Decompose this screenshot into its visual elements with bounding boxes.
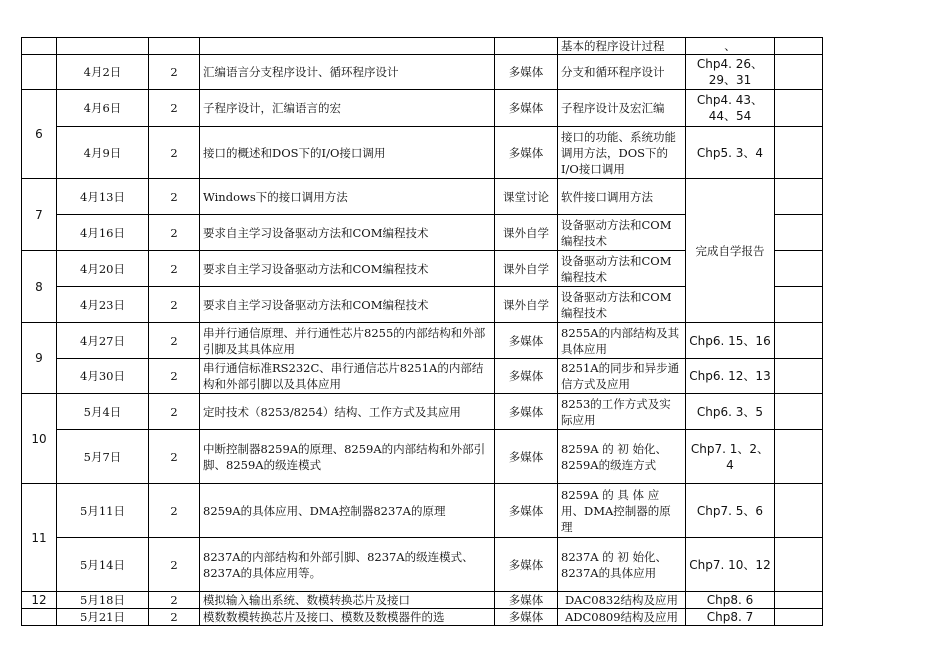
- week-cell: 6: [22, 90, 57, 179]
- notes-cell: [775, 592, 823, 609]
- date-cell: 5月14日: [57, 538, 149, 592]
- content-cell: 模数数模转换芯片及接口、模数及数模器件的选: [200, 609, 495, 626]
- week-cell: 7: [22, 179, 57, 251]
- date-cell: 4月27日: [57, 323, 149, 359]
- content-cell: 串并行通信原理、并行通性芯片8255的内部结构和外部引脚及其具体应用: [200, 323, 495, 359]
- method-cell: 课堂讨论: [495, 179, 558, 215]
- hours-cell: 2: [149, 251, 200, 287]
- hours-cell: 2: [149, 215, 200, 251]
- content-cell: 要求自主学习设备驱动方法和COM编程技术: [200, 251, 495, 287]
- hours-cell: 2: [149, 538, 200, 592]
- method-cell: 课外自学: [495, 287, 558, 323]
- homework-cell: Chp8. 6: [686, 592, 775, 609]
- content-cell: [200, 38, 495, 55]
- date-cell: 5月7日: [57, 430, 149, 484]
- homework-cell: Chp4. 43、44、54: [686, 90, 775, 127]
- key-points-cell: 8237A 的 初 始化、8237A的具体应用: [558, 538, 686, 592]
- method-cell: 多媒体: [495, 484, 558, 538]
- table-row: [22, 55, 823, 90]
- method-cell: 多媒体: [495, 90, 558, 127]
- table-row: [22, 430, 823, 484]
- method-cell: 多媒体: [495, 127, 558, 179]
- method-cell: [495, 38, 558, 55]
- content-cell: 汇编语言分支程序设计、循环程序设计: [200, 55, 495, 90]
- key-points-cell: 子程序设计及宏汇编: [558, 90, 686, 127]
- hours-cell: 2: [149, 90, 200, 127]
- key-points-cell: 软件接口调用方法: [558, 179, 686, 215]
- homework-cell: Chp8. 7: [686, 609, 775, 626]
- key-points-cell: 分支和循环程序设计: [558, 55, 686, 90]
- method-cell: 多媒体: [495, 592, 558, 609]
- notes-cell: [775, 323, 823, 359]
- content-cell: 串行通信标准RS232C、串行通信芯片8251A的内部结构和外部引脚以及具体应用: [200, 359, 495, 394]
- notes-cell: [775, 127, 823, 179]
- hours-cell: 2: [149, 430, 200, 484]
- key-points-cell: 8255A的内部结构及其具体应用: [558, 323, 686, 359]
- content-cell: 中断控制器8259A的原理、8259A的内部结构和外部引脚、8259A的级连模式: [200, 430, 495, 484]
- content-cell: 要求自主学习设备驱动方法和COM编程技术: [200, 287, 495, 323]
- week-cell: 9: [22, 323, 57, 394]
- week-cell: [22, 609, 57, 626]
- key-points-cell: DAC0832结构及应用: [558, 592, 686, 609]
- method-cell: 课外自学: [495, 251, 558, 287]
- key-points-cell: 8259A 的 初 始化、8259A的级连方式: [558, 430, 686, 484]
- content-cell: 子程序设计，汇编语言的宏: [200, 90, 495, 127]
- table-row: [22, 179, 823, 215]
- table-row: [22, 38, 823, 55]
- table-row: [22, 359, 823, 394]
- hours-cell: 2: [149, 394, 200, 430]
- homework-cell: Chp4. 26、29、31: [686, 55, 775, 90]
- homework-cell: 完成自学报告: [686, 179, 775, 323]
- table-row: [22, 394, 823, 430]
- week-cell: 12: [22, 592, 57, 609]
- hours-cell: 2: [149, 484, 200, 538]
- notes-cell: [775, 287, 823, 323]
- hours-cell: [149, 38, 200, 55]
- date-cell: 4月6日: [57, 90, 149, 127]
- method-cell: 多媒体: [495, 359, 558, 394]
- notes-cell: [775, 538, 823, 592]
- content-cell: 定时技术（8253/8254）结构、工作方式及其应用: [200, 394, 495, 430]
- hours-cell: 2: [149, 127, 200, 179]
- notes-cell: [775, 90, 823, 127]
- table-row: [22, 592, 823, 609]
- key-points-cell: 8251A的同步和异步通信方式及应用: [558, 359, 686, 394]
- date-cell: 5月11日: [57, 484, 149, 538]
- key-points-cell: 设备驱动方法和COM编程技术: [558, 287, 686, 323]
- homework-cell: Chp6. 3、5: [686, 394, 775, 430]
- date-cell: [57, 38, 149, 55]
- hours-cell: 2: [149, 287, 200, 323]
- key-points-cell: 基本的程序设计过程: [558, 38, 686, 55]
- content-cell: Windows下的接口调用方法: [200, 179, 495, 215]
- hours-cell: 2: [149, 609, 200, 626]
- content-cell: 8259A的具体应用、DMA控制器8237A的原理: [200, 484, 495, 538]
- date-cell: 5月18日: [57, 592, 149, 609]
- notes-cell: [775, 394, 823, 430]
- week-cell: [22, 55, 57, 90]
- notes-cell: [775, 38, 823, 55]
- homework-cell: Chp5. 3、4: [686, 127, 775, 179]
- notes-cell: [775, 179, 823, 215]
- hours-cell: 2: [149, 359, 200, 394]
- method-cell: 多媒体: [495, 609, 558, 626]
- key-points-cell: 设备驱动方法和COM编程技术: [558, 251, 686, 287]
- notes-cell: [775, 215, 823, 251]
- week-cell: 11: [22, 484, 57, 592]
- key-points-cell: 8253的工作方式及实际应用: [558, 394, 686, 430]
- hours-cell: 2: [149, 179, 200, 215]
- schedule-table: [21, 37, 823, 626]
- table-row: [22, 609, 823, 626]
- homework-cell: Chp6. 12、13: [686, 359, 775, 394]
- table-row: [22, 127, 823, 179]
- date-cell: 5月21日: [57, 609, 149, 626]
- method-cell: 课外自学: [495, 215, 558, 251]
- content-cell: 模拟输入输出系统、数模转换芯片及接口: [200, 592, 495, 609]
- key-points-cell: 设备驱动方法和COM编程技术: [558, 215, 686, 251]
- notes-cell: [775, 251, 823, 287]
- hours-cell: 2: [149, 323, 200, 359]
- date-cell: 4月9日: [57, 127, 149, 179]
- table-row: [22, 538, 823, 592]
- hours-cell: 2: [149, 592, 200, 609]
- week-cell: 10: [22, 394, 57, 484]
- week-cell: [22, 38, 57, 55]
- key-points-cell: ADC0809结构及应用: [558, 609, 686, 626]
- homework-cell: 、: [686, 38, 775, 55]
- content-cell: 接口的概述和DOS下的I/O接口调用: [200, 127, 495, 179]
- date-cell: 4月23日: [57, 287, 149, 323]
- homework-cell: Chp7. 5、6: [686, 484, 775, 538]
- method-cell: 多媒体: [495, 538, 558, 592]
- date-cell: 4月2日: [57, 55, 149, 90]
- key-points-cell: 8259A 的 具 体 应用、DMA控制器的原理: [558, 484, 686, 538]
- content-cell: 8237A的内部结构和外部引脚、8237A的级连模式、8237A的具体应用等。: [200, 538, 495, 592]
- table-row: [22, 323, 823, 359]
- notes-cell: [775, 609, 823, 626]
- notes-cell: [775, 359, 823, 394]
- table-row: [22, 484, 823, 538]
- method-cell: 多媒体: [495, 55, 558, 90]
- table-row: [22, 90, 823, 127]
- week-cell: 8: [22, 251, 57, 323]
- method-cell: 多媒体: [495, 394, 558, 430]
- notes-cell: [775, 55, 823, 90]
- homework-cell: Chp7. 10、12: [686, 538, 775, 592]
- content-cell: 要求自主学习设备驱动方法和COM编程技术: [200, 215, 495, 251]
- notes-cell: [775, 430, 823, 484]
- key-points-cell: 接口的功能、系统功能调用方法，DOS下的I/O接口调用: [558, 127, 686, 179]
- homework-cell: Chp7. 1、2、4: [686, 430, 775, 484]
- method-cell: 多媒体: [495, 430, 558, 484]
- hours-cell: 2: [149, 55, 200, 90]
- date-cell: 4月13日: [57, 179, 149, 215]
- homework-cell: Chp6. 15、16: [686, 323, 775, 359]
- method-cell: 多媒体: [495, 323, 558, 359]
- date-cell: 4月20日: [57, 251, 149, 287]
- date-cell: 4月16日: [57, 215, 149, 251]
- notes-cell: [775, 484, 823, 538]
- date-cell: 5月4日: [57, 394, 149, 430]
- date-cell: 4月30日: [57, 359, 149, 394]
